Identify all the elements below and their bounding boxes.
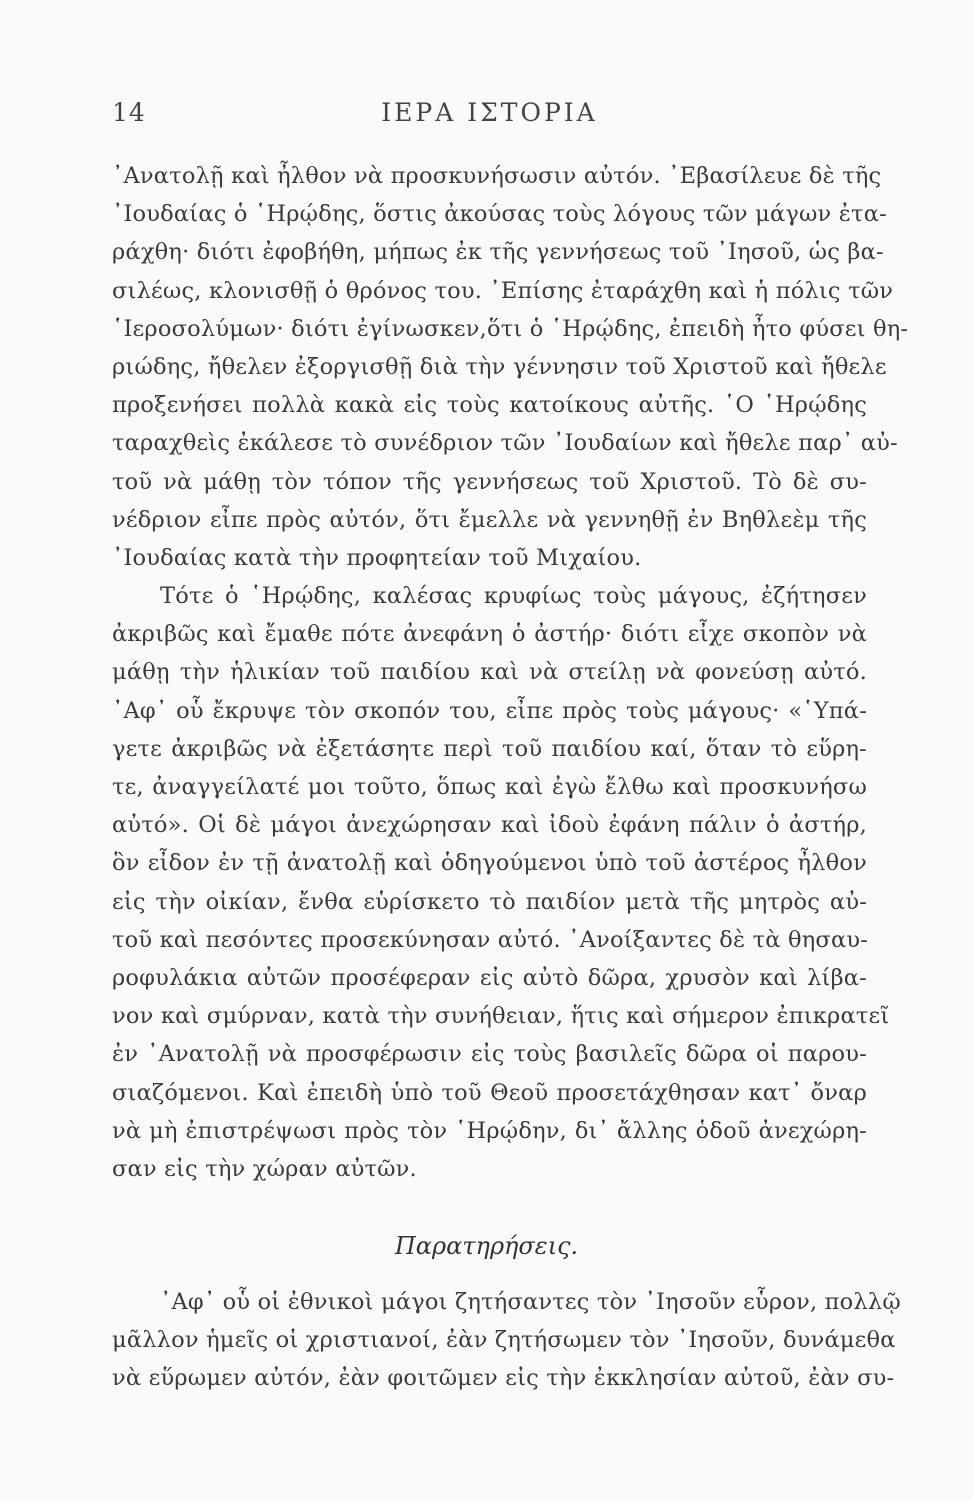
text-line: Τότε ὁ ῾Ηρῴδης, καλέσας κρυφίως τοὺς μάγους, ἐζήτησεν bbox=[160, 583, 867, 610]
text-line: μάθῃ τὴν ἡλικίαν τοῦ παιδίου καὶ νὰ στείλῃ νὰ φονεύσῃ αὐτό. bbox=[112, 659, 867, 686]
text-line: μᾶλλον ἡμεῖς οἱ χριστιανοί, ἐὰν ζητήσωμεν τὸν ᾽Ιησοῦν, δυνάμεθα bbox=[112, 1327, 896, 1354]
text-line: ἀκριβῶς καὶ ἔμαθε πότε ἀνεφάνη ὁ ἀστήρ· διότι εἶχε σκοπὸν νὰ bbox=[112, 621, 867, 648]
running-title: ΙΕΡΑ ΙΣΤΟΡΙΑ bbox=[381, 98, 598, 127]
text-line: ἐν ᾽Ανατολῇ νὰ προσφέρωσιν εἰς τοὺς βασιλεῖς δῶρα οἱ παρου- bbox=[112, 1041, 867, 1068]
text-line: νὰ μὴ ἐπιστρέψωσι πρὸς τὸν ῾Ηρῴδην, δι᾽ ἄλλης ὁδοῦ ἀνεχώρη- bbox=[112, 1117, 867, 1144]
text-line: γετε ἀκριβῶς νὰ ἐξετάσητε περὶ τοῦ παιδίου καί, ὅταν τὸ εὕρη- bbox=[112, 735, 867, 762]
text-line: σαν εἰς τὴν χώραν αὐτῶν. bbox=[112, 1155, 417, 1182]
observations-text bbox=[112, 1283, 901, 1398]
text-line: τε, ἀναγγείλατέ μοι τοῦτο, ὅπως καὶ ἐγὼ ἔλθω καὶ προσκυνήσω bbox=[112, 774, 867, 800]
text-line: ᾽Ιουδαίας κατὰ τὴν προφητείαν τοῦ Μιχαίου. bbox=[112, 544, 642, 571]
text-line: ῾Ιεροσολύμων· διότι ἐγίνωσκεν,ὅτι ὁ ῾Ηρῴδης, ἐπειδὴ ἦτο φύσει θη- bbox=[112, 315, 909, 342]
text-line: ᾽Αφ᾽ οὗ οἱ ἐθνικοὶ μάγοι ζητήσαντες τὸν ᾽Ιησοῦν εὗρον, πολλῷ bbox=[160, 1289, 901, 1315]
text-line: ταραχθεὶς ἐκάλεσε τὸ συνέδριον τῶν ᾽Ιουδαίων καὶ ἤθελε παρ᾽ αὐ- bbox=[112, 430, 898, 457]
text-line: ράχθη· διότι ἐφοβήθη, μήπως ἐκ τῆς γεννήσεως τοῦ ᾽Ιησοῦ, ὡς βα- bbox=[112, 239, 884, 266]
text-line: ὃν εἶδον ἐν τῇ ἀνατολῇ καὶ ὁδηγούμενοι ὑπὸ τοῦ ἀστέρος ἦλθον bbox=[112, 850, 867, 877]
text-line: ᾽Ανατολῇ καὶ ἦλθον νὰ προσκυνήσωσιν αὐτόν. ᾽Εβασίλευε δὲ τῆς bbox=[112, 163, 882, 189]
page-header bbox=[112, 98, 867, 138]
section-heading: Παρατηρήσεις. bbox=[394, 1232, 579, 1260]
text-line: προξενήσει πολλὰ κακὰ εἰς τοὺς κατοίκους αὐτῆς. ῾Ο ῾Ηρῴδης bbox=[112, 392, 867, 419]
text-line: τοῦ καὶ πεσόντες προσεκύνησαν αὐτό. ᾽Ανοίξαντες δὲ τὰ θησαυ- bbox=[112, 926, 869, 953]
text-line: νον καὶ σμύρναν, κατὰ τὴν συνήθειαν, ἥτις καὶ σήμερον ἐπικρατεῖ bbox=[112, 1003, 890, 1030]
text-line: τοῦ νὰ μάθῃ τὸν τόπον τῆς γεννήσεως τοῦ Χριστοῦ. Τὸ δὲ συ- bbox=[112, 468, 867, 495]
text-line: νὰ εὕρωμεν αὐτόν, ἐὰν φοιτῶμεν εἰς τὴν ἐκκλησίαν αὐτοῦ, ἐὰν συ- bbox=[112, 1365, 895, 1392]
text-line: αὐτό». Οἱ δὲ μάγοι ἀνεχώρησαν καὶ ἰδοὺ ἐφάνη πάλιν ὁ ἀστήρ, bbox=[112, 812, 867, 839]
main-text bbox=[112, 157, 909, 1188]
text-line: νέδριον εἶπε πρὸς αὐτόν, ὅτι ἔμελλε νὰ γεννηθῇ ἐν Βηθλεὲμ τῆς bbox=[112, 506, 867, 533]
text-line: ᾽Αφ᾽ οὗ ἔκρυψε τὸν σκοπόν του, εἶπε πρὸς τοὺς μάγους· «῾Υπά- bbox=[112, 697, 867, 724]
text-line: σιλέως, κλονισθῇ ὁ θρόνος του. ᾽Επίσης ἐταράχθη καὶ ἡ πόλις τῶν bbox=[112, 277, 894, 304]
text-line: ριώδης, ἤθελεν ἐξοργισθῇ διὰ τὴν γέννησιν τοῦ Χριστοῦ καὶ ἤθελε bbox=[112, 353, 887, 380]
text-line: εἰς τὴν οἰκίαν, ἔνθα εὑρίσκετο τὸ παιδίον μετὰ τῆς μητρὸς αὐ- bbox=[112, 888, 867, 915]
text-line: ᾽Ιουδαίας ὁ ῾Ηρῴδης, ὅστις ἀκούσας τοὺς λόγους τῶν μάγων ἐτα- bbox=[112, 201, 887, 228]
text-line: ροφυλάκια αὐτῶν προσέφεραν εἰς αὐτὸ δῶρα, χρυσὸν καὶ λίβα- bbox=[112, 964, 867, 991]
page-number: 14 bbox=[112, 98, 146, 127]
text-line: σιαζόμενοι. Καὶ ἐπειδὴ ὑπὸ τοῦ Θεοῦ προσετάχθησαν κατ᾽ ὄναρ bbox=[112, 1079, 867, 1106]
